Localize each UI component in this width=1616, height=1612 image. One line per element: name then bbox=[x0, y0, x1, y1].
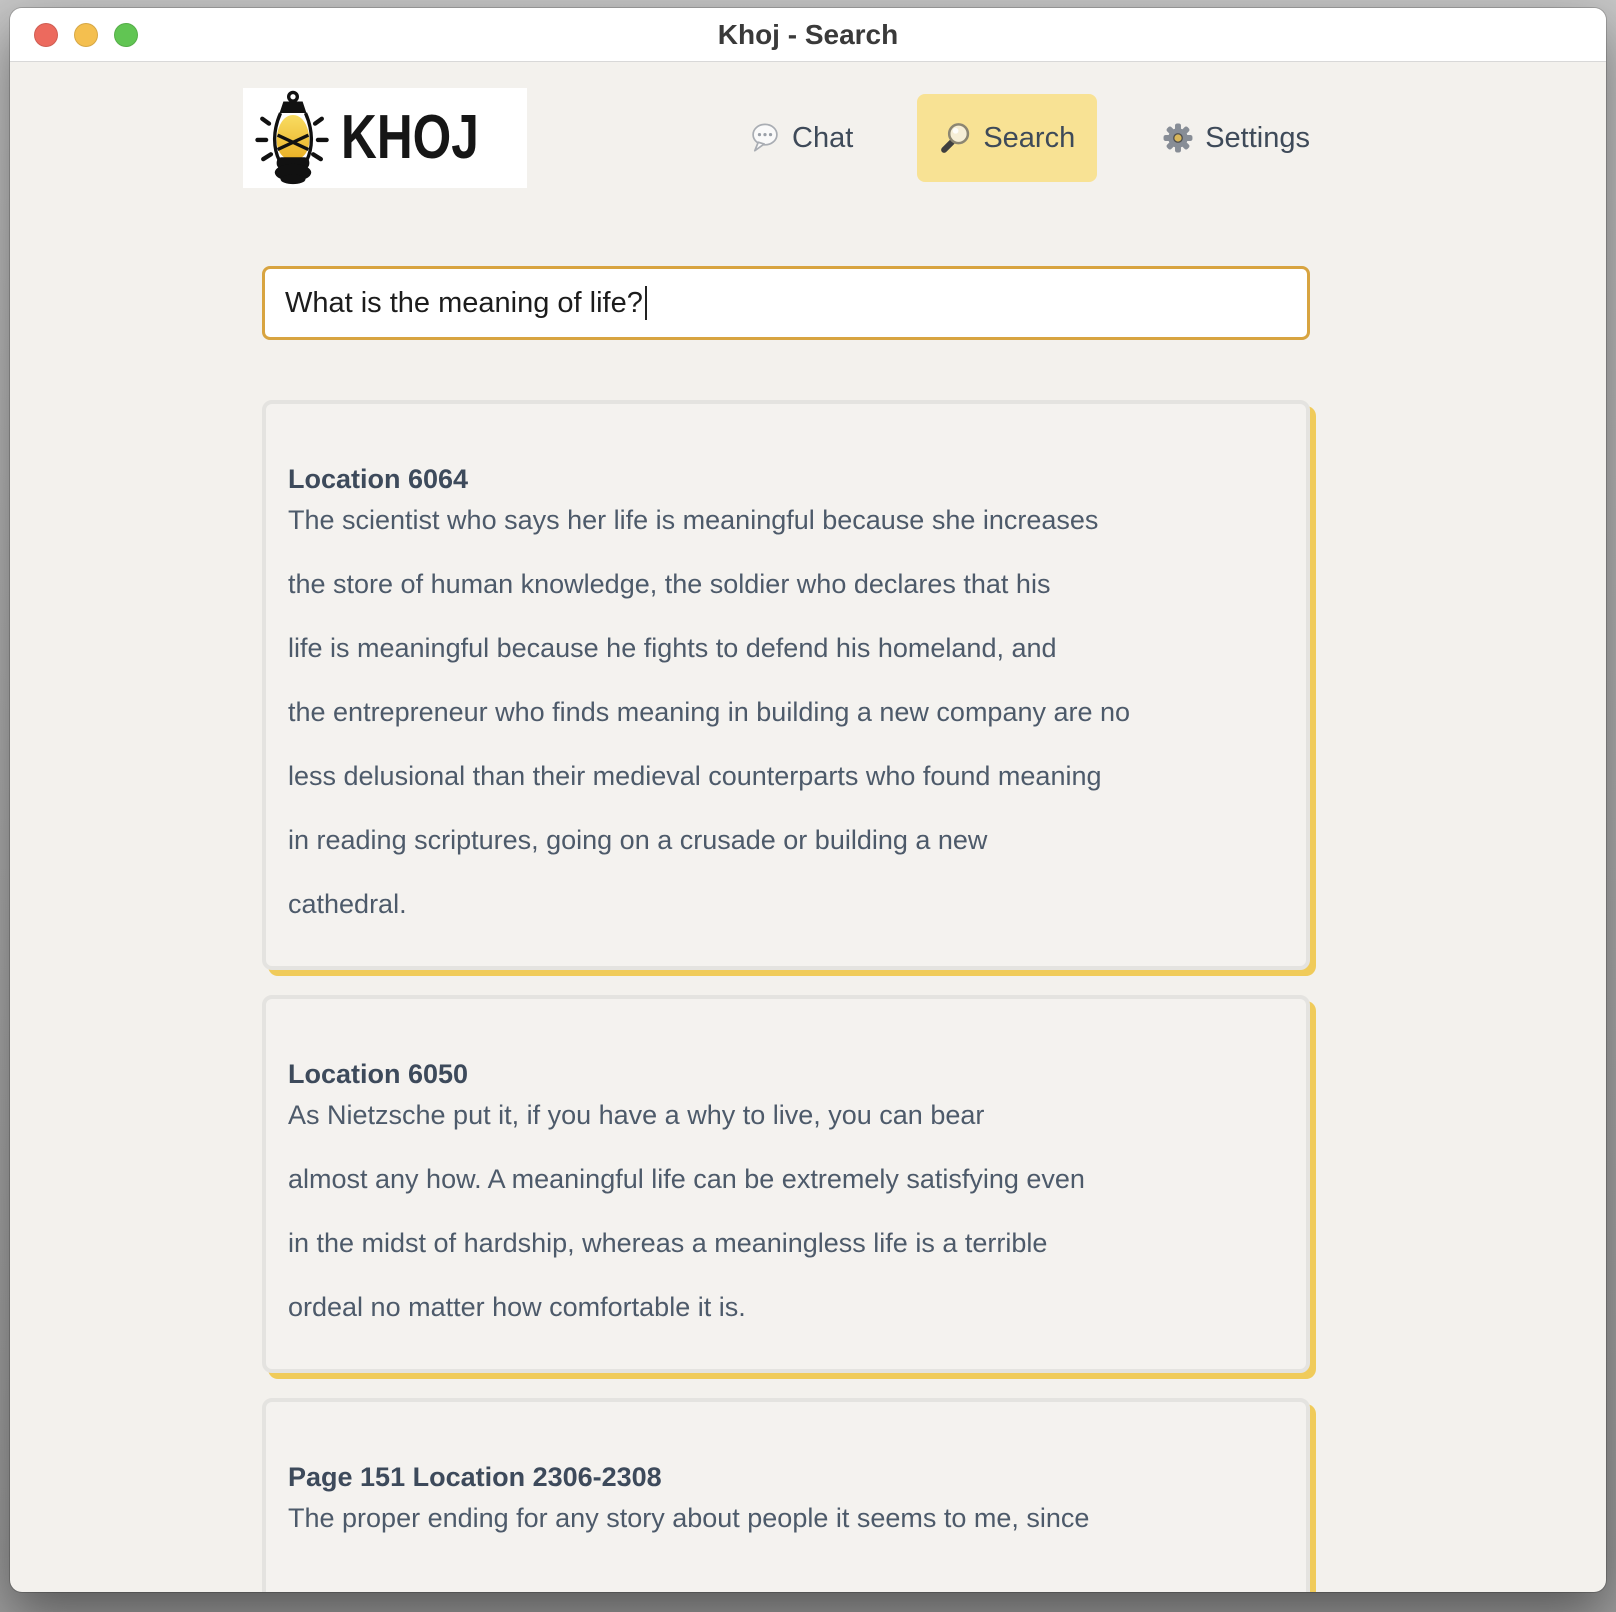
logo-text: KHOJ bbox=[341, 103, 479, 172]
result-title: Location 6050 bbox=[288, 1059, 469, 1089]
nav-item-search[interactable] bbox=[917, 94, 1097, 182]
gear-icon bbox=[1161, 121, 1195, 155]
text-caret bbox=[645, 286, 647, 320]
result-body bbox=[288, 1102, 1280, 1321]
result-line: the store of human knowledge, the soldier who declares that his bbox=[288, 569, 1051, 599]
nav-label-settings: Settings bbox=[1205, 121, 1310, 154]
result-card[interactable] bbox=[262, 1398, 1310, 1592]
search-input-value: What is the meaning of life? bbox=[285, 286, 643, 319]
result-line: in reading scriptures, going on a crusade or building a new bbox=[288, 825, 988, 855]
zoom-button[interactable] bbox=[114, 23, 138, 47]
magnifier-icon bbox=[939, 121, 973, 155]
result-title: Page 151 Location 2306-2308 bbox=[288, 1462, 662, 1492]
result-line: The proper ending for any story about people it seems to me, since bbox=[288, 1503, 1090, 1533]
nav-label-search: Search bbox=[983, 121, 1076, 154]
nav-label-chat: Chat bbox=[792, 121, 854, 154]
title-bar bbox=[10, 8, 1606, 62]
nav-item-settings[interactable] bbox=[1161, 121, 1310, 155]
nav-menu bbox=[748, 94, 1310, 182]
results-list bbox=[262, 400, 1310, 1592]
lantern-icon bbox=[249, 90, 337, 186]
result-card[interactable] bbox=[262, 400, 1310, 970]
close-button[interactable] bbox=[34, 23, 58, 47]
app-window bbox=[10, 8, 1606, 1592]
nav-item-chat[interactable] bbox=[748, 121, 853, 155]
minimize-button[interactable] bbox=[74, 23, 98, 47]
result-line: cathedral. bbox=[288, 889, 407, 919]
header bbox=[262, 88, 1310, 188]
result-line: ordeal no matter how comfortable it is. bbox=[288, 1292, 746, 1322]
traffic-lights bbox=[34, 23, 138, 47]
result-line: the entrepreneur who finds meaning in building a new company are no bbox=[288, 697, 1131, 727]
content-area bbox=[10, 62, 1606, 1592]
chat-bubble-icon bbox=[748, 121, 782, 155]
result-line: life is meaningful because he fights to defend his homeland, and bbox=[288, 633, 1057, 663]
result-line: less delusional than their medieval counterparts who found meaning bbox=[288, 761, 1102, 791]
result-title: Location 6064 bbox=[288, 464, 469, 494]
search-input[interactable] bbox=[262, 266, 1310, 340]
result-body bbox=[288, 507, 1280, 918]
result-body bbox=[288, 1505, 1280, 1532]
result-line: The scientist who says her life is meaningful because she increases bbox=[288, 505, 1099, 535]
result-line: in the midst of hardship, whereas a meaningless life is a terrible bbox=[288, 1228, 1048, 1258]
result-line: As Nietzsche put it, if you have a why to live, you can bear bbox=[288, 1100, 985, 1130]
result-line: almost any how. A meaningful life can be extremely satisfying even bbox=[288, 1164, 1085, 1194]
khoj-logo bbox=[243, 88, 527, 188]
window-title: Khoj - Search bbox=[717, 18, 899, 50]
result-card[interactable] bbox=[262, 995, 1310, 1373]
